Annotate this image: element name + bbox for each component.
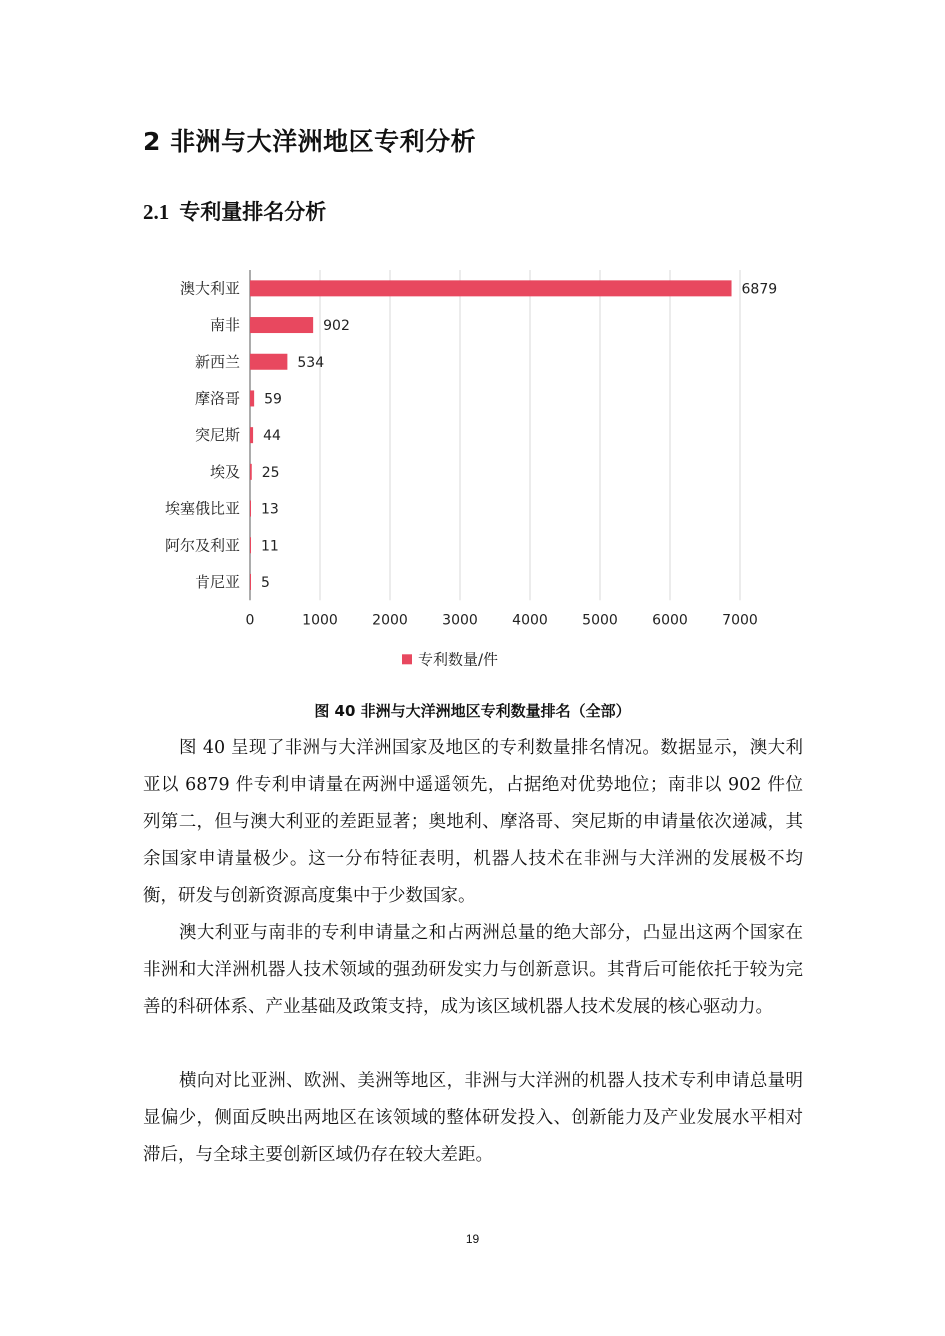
x-tick-label: 6000 <box>652 612 688 629</box>
figure-caption: 图 40 非洲与大洋洲地区专利数量排名（全部） <box>314 702 631 720</box>
category-label: 埃塞俄比亚 <box>164 499 240 518</box>
bar <box>250 427 253 443</box>
category-label: 澳大利亚 <box>179 279 240 298</box>
value-label: 13 <box>261 501 279 518</box>
page-number: 19 <box>465 1232 480 1246</box>
category-label: 肯尼亚 <box>194 572 240 591</box>
x-tick-label: 0 <box>245 612 255 629</box>
bar <box>250 354 287 370</box>
bar <box>250 390 254 406</box>
paragraph-2: 澳大利亚与南非的专利申请量之和占两洲总量的绝大部分，凸显出这两个国家在非洲和大洋洲机器人技术领域的强劲研发实力与创新意识。其背后可能依托于较为完善的科研体系、产业基础及政策支持，成为该区域机器人技术发展的核心驱动力。 <box>143 923 803 1017</box>
bar <box>250 537 251 553</box>
x-tick-label: 5000 <box>582 612 618 629</box>
bar <box>250 317 313 333</box>
bar <box>250 464 252 480</box>
x-tick-label: 1000 <box>302 612 338 629</box>
section-heading: 2 非洲与大洋洲地区专利分析 <box>143 127 477 156</box>
patent-ranking-chart <box>140 262 780 682</box>
x-tick-label: 2000 <box>372 612 408 629</box>
subsection-heading <box>143 196 326 226</box>
category-label: 埃及 <box>209 462 240 481</box>
legend-swatch <box>402 654 412 664</box>
bar <box>250 280 732 296</box>
bar <box>250 501 251 517</box>
bar <box>250 574 251 590</box>
x-tick-label: 7000 <box>722 612 758 629</box>
subsection-number: 2.1 <box>143 200 170 224</box>
category-label: 新西兰 <box>194 352 240 371</box>
category-label: 阿尔及利亚 <box>164 536 240 555</box>
value-label: 902 <box>323 318 350 335</box>
value-label: 59 <box>264 391 282 408</box>
value-label: 25 <box>261 464 280 481</box>
x-tick-label: 3000 <box>442 612 478 629</box>
paragraph-1: 图 40 呈现了非洲与大洋洲国家及地区的专利数量排名情况。数据显示，澳大利亚以 6879 件专利申请量在两洲中遥遥领先，占据绝对优势地位；南非以 902 件位列第二，但与澳大利亚的差距显著；奥地利、摩洛哥、突尼斯的申请量依次递减，其余国家申请量极少。这一分布特征表明，机器人技术在非洲与大洋洲的发展极不均衡，研发与创新资源高度集中于少数国家。 <box>143 738 803 906</box>
category-label: 摩洛哥 <box>194 389 240 408</box>
subsection-title: 专利量排名分析 <box>179 200 327 224</box>
x-tick-label: 4000 <box>512 612 548 629</box>
category-label: 突尼斯 <box>194 426 240 445</box>
value-label: 5 <box>261 574 270 591</box>
value-label: 44 <box>263 428 281 445</box>
value-label: 534 <box>297 354 325 371</box>
paragraph-3: 横向对比亚洲、欧洲、美洲等地区，非洲与大洋洲的机器人技术专利申请总量明显偏少，侧面反映出两地区在该领域的整体研发投入、创新能力及产业发展水平相对滞后，与全球主要创新区域仍存在较大差距。 <box>143 1071 803 1165</box>
value-label: 11 <box>261 538 279 555</box>
legend-label: 专利数量/件 <box>418 650 499 669</box>
value-label: 6879 <box>741 281 778 298</box>
category-label: 南非 <box>209 316 240 335</box>
